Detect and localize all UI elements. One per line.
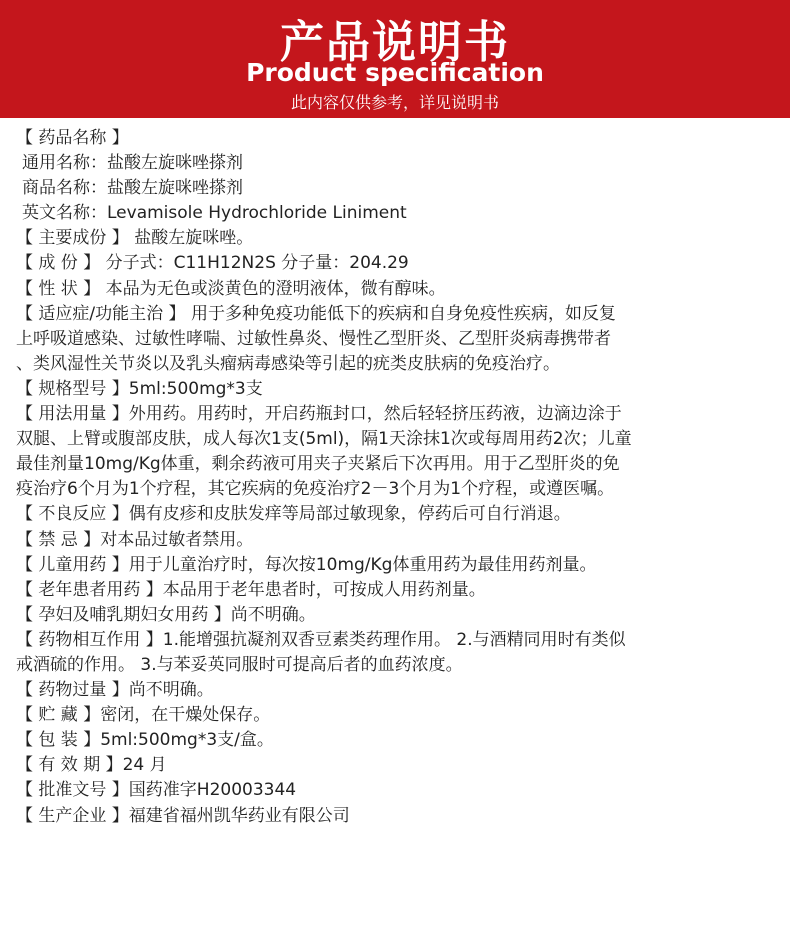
page-subtitle: Product specification bbox=[246, 58, 544, 87]
pregnancy-lactation: 【 孕妇及哺乳期妇女用药 】尚不明确。 bbox=[16, 604, 316, 625]
dosage-line-4: 疫治疗6个月为1个疗程，其它疾病的免疫治疗2－3个月为1个疗程，或遵医嘱。 bbox=[16, 479, 615, 500]
composition: 【 成 份 】 分子式：C11H12N2S 分子量：204.29 bbox=[16, 253, 409, 274]
page-title: 产品说明书 bbox=[280, 17, 510, 68]
approval-number: 【 批准文号 】国药准字H20003344 bbox=[16, 780, 297, 801]
overdose: 【 药物过量 】尚不明确。 bbox=[16, 680, 214, 701]
adverse-reactions: 【 不良反应 】偶有皮疹和皮肤发痒等局部过敏现象，停药后可自行消退。 bbox=[16, 504, 571, 525]
english-name: 英文名称：Levamisole Hydrochloride Liniment bbox=[22, 203, 407, 224]
section-drug-name: 【 药品名称 】 bbox=[16, 128, 129, 148]
dosage-line-2: 双腿、上臂或腹部皮肤，成人每次1支(5ml)，隔1天涂抹1次或每周用药2次；儿童 bbox=[16, 429, 632, 450]
pediatric-use: 【 儿童用药 】用于儿童治疗时，每次按10mg/Kg体重用药为最佳用药剂量。 bbox=[16, 554, 597, 575]
generic-name: 通用名称：盐酸左旋咪唑搽剂 bbox=[22, 153, 243, 174]
specification: 【 规格型号 】5ml:500mg*3支 bbox=[16, 378, 263, 399]
manufacturer: 【 生产企业 】福建省福州凯华药业有限公司 bbox=[16, 805, 350, 826]
shelf-life: 【 有 效 期 】24 月 bbox=[16, 755, 167, 776]
geriatric-use: 【 老年患者用药 】本品用于老年患者时，可按成人用药剂量。 bbox=[16, 579, 486, 600]
reference-note: 此内容仅供参考，详见说明书 bbox=[290, 93, 499, 112]
interactions-line-1: 【 药物相互作用 】1.能增强抗凝剂双香豆素类药理作用。 2.与酒精同用时有类似 bbox=[16, 629, 626, 650]
indications-line-1: 【 适应症/功能主治 】 用于多种免疫功能低下的疾病和自身免疫性疾病，如反复 bbox=[16, 303, 616, 324]
appearance: 【 性 状 】 本品为无色或淡黄色的澄明液体，微有醇味。 bbox=[16, 278, 446, 299]
packaging: 【 包 装 】5ml:500mg*3支/盒。 bbox=[16, 730, 274, 751]
specification-body bbox=[16, 126, 782, 829]
dosage-line-1: 【 用法用量 】外用药。用药时，开启药瓶封口，然后轻轻挤压药液，边滴边涂于 bbox=[16, 404, 622, 425]
contraindications: 【 禁 忌 】对本品过敏者禁用。 bbox=[16, 529, 254, 550]
interactions-line-2: 戒酒硫的作用。 3.与苯妥英同服时可提高后者的血药浓度。 bbox=[16, 654, 463, 675]
trade-name: 商品名称：盐酸左旋咪唑搽剂 bbox=[22, 178, 243, 199]
header-banner bbox=[0, 0, 790, 118]
dosage-line-3: 最佳剂量10mg/Kg体重，剩余药液可用夹子夹紧后下次再用。用于乙型肝炎的免 bbox=[16, 454, 620, 475]
indications-line-2: 上呼吸道感染、过敏性哮喘、过敏性鼻炎、慢性乙型肝炎、乙型肝炎病毒携带者 bbox=[16, 328, 611, 349]
storage: 【 贮 藏 】密闭，在干燥处保存。 bbox=[16, 705, 271, 726]
indications-line-3: 、类风湿性关节炎以及乳头瘤病毒感染等引起的疣类皮肤病的免疫治疗。 bbox=[16, 353, 560, 374]
main-ingredient: 【 主要成份 】 盐酸左旋咪唑。 bbox=[16, 228, 254, 249]
